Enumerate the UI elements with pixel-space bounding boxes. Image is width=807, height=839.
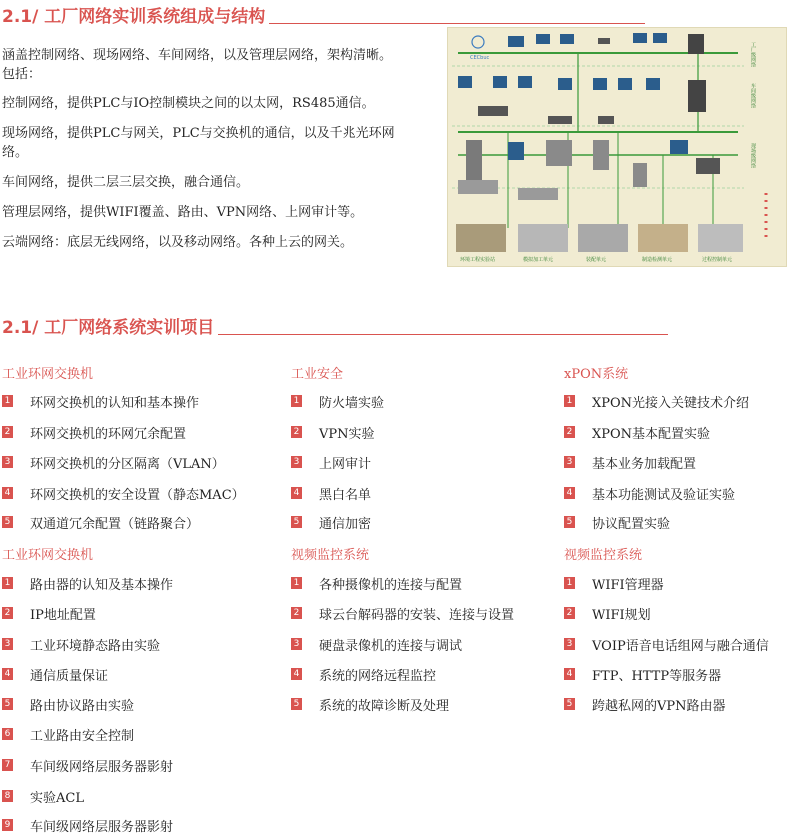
col2-heading-2: 视频监控系统	[291, 548, 370, 563]
item-number: 5	[291, 516, 302, 528]
list-item	[564, 512, 670, 532]
item-text: 跨越私网的VPN路由器	[592, 698, 726, 714]
list-item	[2, 664, 108, 684]
item-text: 工业路由安全控制	[30, 728, 135, 744]
diagram-band-factory: 工厂级网络	[750, 42, 756, 67]
workshop-network-paragraph: 车间网络，提供二层三层交换，融合通信。	[2, 175, 250, 190]
item-text: 系统的故障诊断及处理	[319, 698, 450, 714]
list-item	[2, 603, 96, 623]
list-item	[291, 634, 462, 654]
item-number: 3	[564, 456, 575, 468]
item-text: 防火墙实验	[319, 395, 385, 411]
item-number: 2	[2, 426, 13, 438]
list-item	[2, 694, 134, 714]
item-number: 2	[564, 426, 575, 438]
item-text: 路由协议路由实验	[30, 698, 135, 714]
list-item	[564, 664, 721, 684]
item-text: 环网交换机的分区隔离（VLAN）	[30, 456, 225, 472]
list-item	[291, 452, 371, 472]
item-number: 5	[2, 698, 13, 710]
list-item	[564, 634, 769, 654]
list-item	[2, 634, 160, 654]
item-number: 6	[2, 728, 13, 740]
section2-title	[2, 313, 668, 338]
intro-paragraph: 涵盖控制网络、现场网络、车间网络，以及管理层网络，架构清晰。包括：	[2, 48, 393, 82]
item-number: 5	[2, 516, 13, 528]
item-text: 通信质量保证	[30, 668, 109, 684]
control-network-paragraph: 控制网络，提供PLC与IO控制模块之间的以太网，RS485通信。	[2, 96, 375, 111]
item-text: 黑白名单	[319, 487, 372, 503]
diagram-bottom-label-5: 过程控制单元	[702, 257, 733, 263]
item-text: 环网交换机的认知和基本操作	[30, 395, 200, 411]
field-network-paragraph: 现场网络，提供PLC与网关，PLC与交换机的通信，以及千兆光环网络。	[2, 126, 395, 160]
item-number: 2	[564, 607, 575, 619]
item-number: 5	[564, 516, 575, 528]
item-number: 4	[291, 487, 302, 499]
col2-heading-1: 工业安全	[291, 367, 344, 382]
item-text: XPON基本配置实验	[592, 426, 711, 442]
list-item	[291, 694, 449, 714]
list-item	[2, 815, 173, 835]
list-item	[2, 452, 225, 472]
item-number: 1	[2, 395, 13, 407]
diagram-band-workshop: 车间级网络	[750, 83, 756, 108]
list-item	[564, 573, 664, 593]
item-number: 1	[564, 577, 575, 589]
list-item	[2, 724, 134, 744]
list-item	[291, 391, 384, 411]
section1-title	[2, 2, 645, 27]
item-text: 工业环境静态路由实验	[30, 638, 161, 654]
item-text: IP地址配置	[30, 607, 96, 623]
list-item	[291, 603, 514, 623]
section2-title-text: 2.1/ 工厂网络系统实训项目	[2, 318, 215, 338]
col1-heading-1: 工业环网交换机	[2, 367, 94, 382]
list-item	[2, 786, 84, 806]
item-text: 基本业务加载配置	[592, 456, 697, 472]
item-number: 2	[291, 607, 302, 619]
col3-heading-2: 视频监控系统	[564, 548, 643, 563]
list-item	[2, 391, 199, 411]
item-number: 2	[291, 426, 302, 438]
item-text: 环网交换机的安全设置（静态MAC）	[30, 487, 245, 503]
diagram-bottom-label-1: 环境工程实验站	[460, 257, 496, 263]
network-architecture-diagram	[447, 27, 787, 267]
list-item	[291, 664, 436, 684]
list-item	[2, 483, 245, 503]
item-number: 4	[564, 487, 575, 499]
item-text: 车间级网络层服务器影射	[30, 819, 174, 835]
diagram-logo: CECbuc	[470, 55, 490, 61]
item-number: 4	[564, 668, 575, 680]
list-item	[291, 512, 371, 532]
item-text: 基本功能测试及验证实验	[592, 487, 736, 503]
item-number: 5	[291, 698, 302, 710]
diagram-band-field: 现场级网络	[750, 143, 756, 168]
diagram-bottom-label-3: 装配单元	[586, 257, 607, 263]
cloud-network-paragraph: 云端网络：底层无线网络，以及移动网络。各种上云的网关。	[2, 235, 354, 250]
item-number: 3	[291, 456, 302, 468]
item-number: 4	[2, 668, 13, 680]
item-text: 双通道冗余配置（链路聚合）	[30, 516, 200, 532]
list-item	[564, 603, 651, 623]
item-text: WIFI管理器	[592, 577, 664, 593]
list-item	[2, 755, 173, 775]
item-text: 路由器的认知及基本操作	[30, 577, 174, 593]
item-number: 4	[2, 487, 13, 499]
management-network-paragraph: 管理层网络，提供WIFI覆盖、路由、VPN网络、上网审计等。	[2, 205, 364, 220]
section2-title-rule	[218, 334, 668, 335]
network-diagram-graphic	[448, 28, 787, 267]
item-number: 1	[291, 395, 302, 407]
list-item	[564, 391, 749, 411]
item-text: 协议配置实验	[592, 516, 671, 532]
list-item	[564, 483, 735, 503]
item-text: 实验ACL	[30, 790, 84, 806]
item-text: WIFI规划	[592, 607, 651, 623]
col1-heading-2: 工业环网交换机	[2, 548, 94, 563]
diagram-bottom-label-4: 制造检测单元	[642, 257, 673, 263]
list-item	[291, 422, 375, 442]
item-number: 1	[2, 577, 13, 589]
diagram-bottom-label-2: 模拟加工单元	[523, 257, 554, 263]
item-number: 5	[564, 698, 575, 710]
item-text: 系统的网络远程监控	[319, 668, 437, 684]
section1-title-rule	[269, 23, 645, 24]
item-number: 7	[2, 759, 13, 771]
list-item	[2, 512, 199, 532]
item-text: 通信加密	[319, 516, 372, 532]
item-text: 环网交换机的环网冗余配置	[30, 426, 187, 442]
item-number: 3	[564, 638, 575, 650]
item-number: 2	[2, 607, 13, 619]
item-text: FTP、HTTP等服务器	[592, 668, 722, 684]
item-text: 上网审计	[319, 456, 372, 472]
list-item	[564, 694, 726, 714]
item-text: 球云台解码器的安装、连接与设置	[319, 607, 515, 623]
item-text: XPON光接入关键技术介绍	[592, 395, 750, 411]
item-number: 3	[291, 638, 302, 650]
list-item	[2, 573, 173, 593]
list-item	[291, 573, 462, 593]
list-item	[564, 452, 696, 472]
item-text: VPN实验	[319, 426, 375, 442]
item-number: 3	[2, 456, 13, 468]
item-text: 硬盘录像机的连接与调试	[319, 638, 463, 654]
list-item	[564, 422, 710, 442]
list-item	[291, 483, 371, 503]
item-text: VOIP语音电话组网与融合通信	[592, 638, 769, 654]
item-number: 9	[2, 819, 13, 831]
col3-heading-1: xPON系统	[564, 367, 629, 382]
list-item	[2, 422, 186, 442]
item-text: 车间级网络层服务器影射	[30, 759, 174, 775]
item-number: 3	[2, 638, 13, 650]
item-text: 各种摄像机的连接与配置	[319, 577, 463, 593]
item-number: 1	[564, 395, 575, 407]
item-number: 4	[291, 668, 302, 680]
item-number: 8	[2, 790, 13, 802]
section1-title-text: 2.1/ 工厂网络实训系统组成与结构	[2, 7, 266, 27]
item-number: 1	[291, 577, 302, 589]
